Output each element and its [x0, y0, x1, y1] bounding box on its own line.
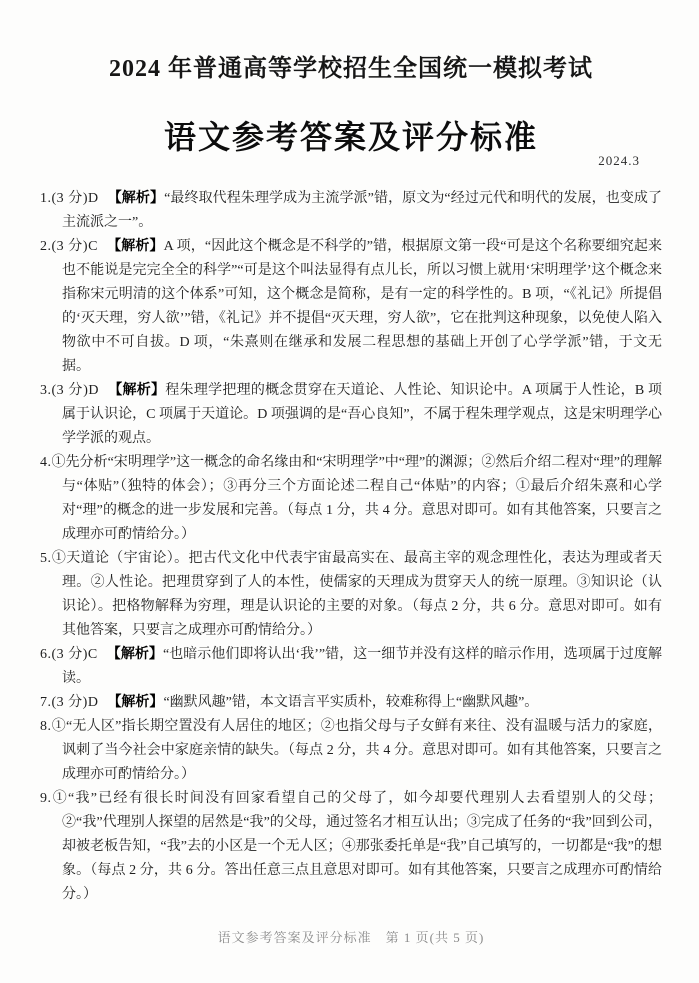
- document-header: [40, 48, 662, 168]
- exam-title: 2024 年普通高等学校招生全国统一模拟考试: [109, 56, 593, 82]
- answer-item-number: 6.(3 分)C: [40, 647, 98, 662]
- answer-item: [40, 787, 662, 907]
- answer-item-text: ①“无人区”指长期空置没有人居住的地区；②也指父母与子女鲜有来往、没有温暖与活力的家庭，讽刺了当今社会中家庭亲情的缺失。（每点 2 分，共 4 分。意思对即可。如有其他答案，只要言之成理亦可酌情给分。）: [51, 719, 662, 782]
- footer-text: 语文参考答案及评分标准 第 1 页(共 5 页): [217, 930, 485, 945]
- answers-list: [40, 187, 662, 907]
- answer-item-number: 7.(3 分)D: [40, 695, 99, 710]
- answer-item-text: ①“我”已经有很长时间没有回家看望自己的父母了，如今却要代理别人去看望别人的父母；②“我”代理别人探望的居然是“我”的父母，通过签名才相互认出；③完成了任务的“我”回到公司，却被老板告知，“我”去的小区是一个无人区；④那张委托单是“我”自己填写的，一切都是“我”的想象。（每点 2 分，共 6 分。答出任意三点且意思对即可。如有其他答案，只要言之成理亦可酌情给分。）: [51, 791, 662, 902]
- answer-item-text: “最终取代程朱理学成为主流学派”错，原文为“经过元代和明代的发展，也变成了主流派之一”。: [62, 191, 663, 230]
- answer-item: [40, 235, 662, 379]
- answer-item: [40, 715, 662, 787]
- answer-item-number: 4.: [40, 455, 52, 470]
- main-title-row: [40, 117, 662, 168]
- analysis-marker: 【解析】: [106, 239, 164, 254]
- answer-item-text: “也暗示他们即将认出‘我’”错，这一细节并没有这样的暗示作用，选项属于过度解读。: [62, 647, 663, 686]
- answer-item-number: 3.(3 分)D: [40, 383, 99, 398]
- answer-item-number: 8.: [40, 719, 52, 734]
- answer-item-text: ①先分析“宋明理学”这一概念的命名缘由和“宋明理学”中“理”的渊源；②然后介绍二程对“理”的理解与“体贴”（独特的体会）；③再分三个方面论述二程自己“体贴”的内容；①最后介绍朱熹和心学对“理”的概念的进一步发展和完善。（每点 1 分，共 4 分。意思对即可。如有其他答案，只要言之成理亦可酌情给分。）: [51, 455, 662, 542]
- answer-item-text: 程朱理学把理的概念贯穿在天道论、人性论、知识论中。A 项属于人性论，B 项属于认识论，C 项属于天道论。D 项强调的是“吾心良知”，不属于程朱理学观点，这是宋明理学心学学派的观点。: [62, 383, 662, 446]
- answer-item-text: A 项，“因此这个概念是不科学的”错，根据原文第一段“可是这个名称要细究起来也不能说是完完全全的科学”“可是这个叫法显得有点儿长，所以习惯上就用‘宋明理学’这个概念来指称宋元明清的这个体系”可知，这个概念是简称，是有一定的科学性的。B 项，“《礼记》所提倡的‘灭天理，穷人欲’”错，《礼记》并不提倡“灭天理，穷人欲”，它在批判这种现象，以免使人陷入物欲中不可自拔。D 项，“朱熹则在继承和发展二程思想的基础上开创了心学学派”错，于文无据。: [62, 239, 662, 374]
- analysis-marker: 【解析】: [107, 191, 165, 206]
- answer-item-text: ①天道论（宇宙论）。把古代文化中代表宇宙最高实在、最高主宰的观念理性化，表达为理或者天理。②人性论。把理贯穿到了人的本性，使儒家的天理成为贯穿天人的统一原理。③知识论（认识论）。把格物解释为穷理，理是认识论的主要的对象。（每点 2 分，共 6 分。意思对即可。如有其他答案，只要言之成理亦可酌情给分。）: [51, 551, 662, 638]
- answer-item-number: 1.(3 分)D: [40, 191, 99, 206]
- answer-item: [40, 691, 662, 715]
- answer-item-number: 9.: [40, 791, 52, 806]
- analysis-marker: 【解析】: [107, 383, 166, 398]
- page-title: 语文参考答案及评分标准: [163, 119, 538, 155]
- answer-item: [40, 643, 662, 691]
- answer-item-text: “幽默风趣”错，本文语言平实质朴，较难称得上“幽默风趣”。: [163, 695, 539, 710]
- date-label: 2024.3: [598, 153, 640, 168]
- analysis-marker: 【解析】: [107, 695, 164, 710]
- answer-item-number: 5.: [40, 551, 52, 566]
- answer-item: [40, 379, 662, 451]
- answer-item: [40, 187, 662, 235]
- answer-item: [40, 451, 662, 547]
- page-footer: [40, 927, 662, 946]
- analysis-marker: 【解析】: [106, 647, 163, 662]
- answer-item-number: 2.(3 分)C: [40, 239, 98, 254]
- answer-item: [40, 547, 662, 643]
